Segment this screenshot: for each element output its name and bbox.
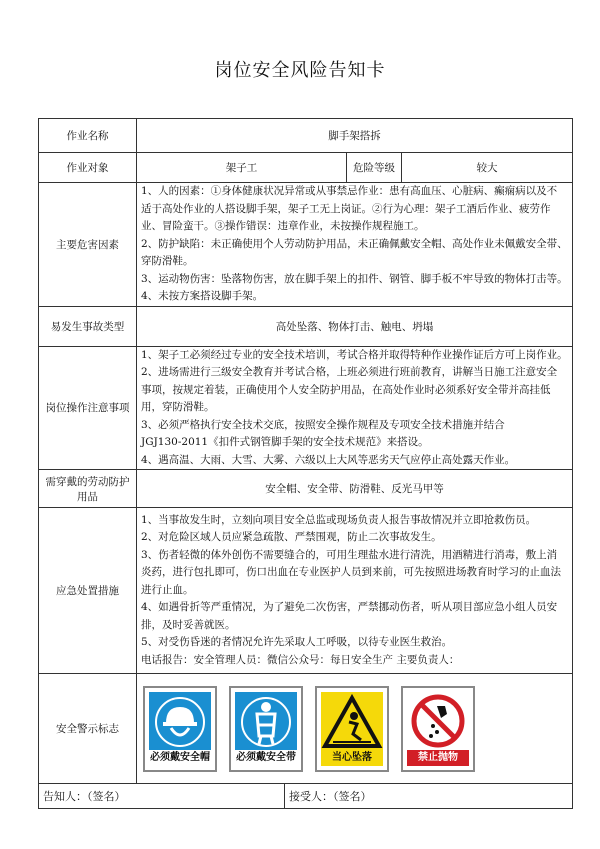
notifier-signature[interactable]: 告知人：（签名） — [39, 784, 285, 809]
sign-hard-hat — [143, 686, 217, 772]
row-emergency — [39, 508, 573, 674]
emergency-line: 3、伤者轻微的体外创伤不需要缝合的，可用生理盐水进行清洗，用酒精进行消毒，敷上消 — [141, 548, 558, 561]
sign-fall-warning — [315, 686, 389, 772]
precautions-line: 3、必须严格执行安全技术交底，按照安全操作规程及专项安全技术措施并结合 — [141, 418, 505, 431]
emergency-line: 炎药，进行包扎即可，伤口出血在专业医护人员到来前，可先按照进场教育时学习的止血法 — [141, 566, 561, 579]
hazards-label: 主要危害因素 — [39, 183, 137, 307]
sign-no-throwing — [401, 686, 475, 772]
row-precautions — [39, 346, 573, 470]
sign-safety-harness — [229, 686, 303, 772]
sign-no-throwing-caption: 禁止抛物 — [407, 750, 469, 766]
page-title: 岗位安全风险告知卡 — [214, 60, 386, 81]
precautions-line: 4、遇高温、大雨、大雪、大雾、六级以上大风等恶劣天气应停止高处露天作业。 — [141, 453, 516, 466]
hazards-line: 适于高处作业的人搭设脚手架，架子工无上岗证。②行为心理：架子工酒后作业、疲劳作 — [141, 202, 551, 215]
accident-label: 易发生事故类型 — [39, 306, 137, 346]
precautions-line: 事项，按规定着装，正确使用个人安全防护用品，在高处作业时必须系好安全带并高挂低 — [141, 383, 551, 396]
hazards-line: 1、人的因素：①身体健康状况异常或从事禁忌作业：患有高血压、心脏病、癫痫病以及不 — [141, 185, 558, 197]
hard-hat-icon — [149, 692, 211, 750]
sign-fall-warning-caption: 当心坠落 — [321, 750, 383, 766]
precautions-line: JGJ130-2011《扣件式钢管脚手架的安全技术规范》来搭设。 — [141, 436, 429, 448]
signs-label: 安全警示标志 — [39, 674, 137, 784]
ppe-label: 需穿戴的劳动防护用品 — [39, 470, 137, 508]
danger-level-label: 危险等级 — [347, 153, 402, 183]
emergency-text — [137, 508, 573, 674]
risk-card-table — [38, 118, 573, 809]
emergency-line: 1、当事故发生时，立刻向项目安全总监或现场负责人报告事故情况并立即抢救伤员。 — [141, 513, 537, 526]
accident-types-value: 高处坠落、物体打击、触电、坍塌 — [137, 306, 573, 346]
receiver-signature[interactable]: 接受人：（签名） — [285, 784, 573, 809]
precautions-line: 1、架子工必须经过专业的安全技术培训，考试合格并取得特种作业操作证后方可上岗作业。 — [141, 348, 568, 361]
sign-safety-harness-caption: 必须戴安全带 — [235, 750, 297, 766]
work-object-label: 作业对象 — [39, 153, 137, 183]
emergency-line: 排，及时妥善就医。 — [141, 618, 236, 631]
danger-level-value: 较大 — [402, 153, 573, 183]
precautions-text — [137, 346, 573, 470]
row-work-object — [39, 153, 573, 183]
hazards-line: 4、未按方案搭设脚手架。 — [141, 290, 264, 302]
falling-person-icon — [321, 692, 383, 750]
work-name-value: 脚手架搭拆 — [137, 119, 573, 153]
hazards-line: 3、运动物伤害：坠落物伤害，放在脚手架上的扣件、钢管、脚手板不牢导致的物体打击等。 — [141, 272, 568, 285]
row-work-name — [39, 119, 573, 153]
row-accident-types — [39, 306, 573, 346]
emergency-line: 进行止血。 — [141, 583, 194, 596]
precautions-label: 岗位操作注意事项 — [39, 346, 137, 470]
signs-cell — [137, 674, 573, 784]
ppe-value: 安全帽、安全带、防滑鞋、反光马甲等 — [137, 470, 573, 508]
emergency-line: 4、如遇骨折等严重情况，为了避免二次伤害，严禁挪动伤者，听从项目部应急小组人员安 — [141, 601, 558, 614]
safety-harness-icon — [235, 692, 297, 750]
work-object-value: 架子工 — [137, 153, 347, 183]
precautions-line: 2、进场需进行三级安全教育并考试合格，上班必须进行班前教育，讲解当日施工注意安全 — [141, 366, 558, 378]
row-ppe — [39, 470, 573, 508]
row-signatures — [39, 784, 573, 809]
hazards-line: 2、防护缺陷：未正确使用个人劳动防护用品，未正确佩戴安全帽、高处作业未佩戴安全带、 — [141, 237, 568, 250]
work-name-label: 作业名称 — [39, 119, 137, 153]
signs-group — [141, 686, 568, 772]
emergency-label: 应急处置措施 — [39, 508, 137, 674]
precautions-line: 用，穿防滑鞋。 — [141, 401, 215, 413]
no-throwing-icon — [407, 692, 469, 750]
emergency-line: 2、对危险区域人员应紧急疏散、严禁围观，防止二次事故发生。 — [141, 531, 442, 544]
hazards-text — [137, 183, 573, 307]
row-signs — [39, 674, 573, 784]
row-hazards — [39, 183, 573, 307]
sign-hard-hat-caption: 必须戴安全帽 — [149, 750, 211, 766]
hazards-line: 业、冒险蛮干。③操作错误：违章作业，未按操作规程施工。 — [141, 220, 425, 232]
phone-report-line: 电话报告：安全管理人员：微信公众号：每日安全生产 主要负责人： — [141, 653, 460, 666]
emergency-line: 5、对受伤昏迷的者情况允许先采取人工呼吸，以待专业医生救治。 — [141, 636, 453, 649]
hazards-line: 穿防滑鞋。 — [141, 255, 194, 267]
